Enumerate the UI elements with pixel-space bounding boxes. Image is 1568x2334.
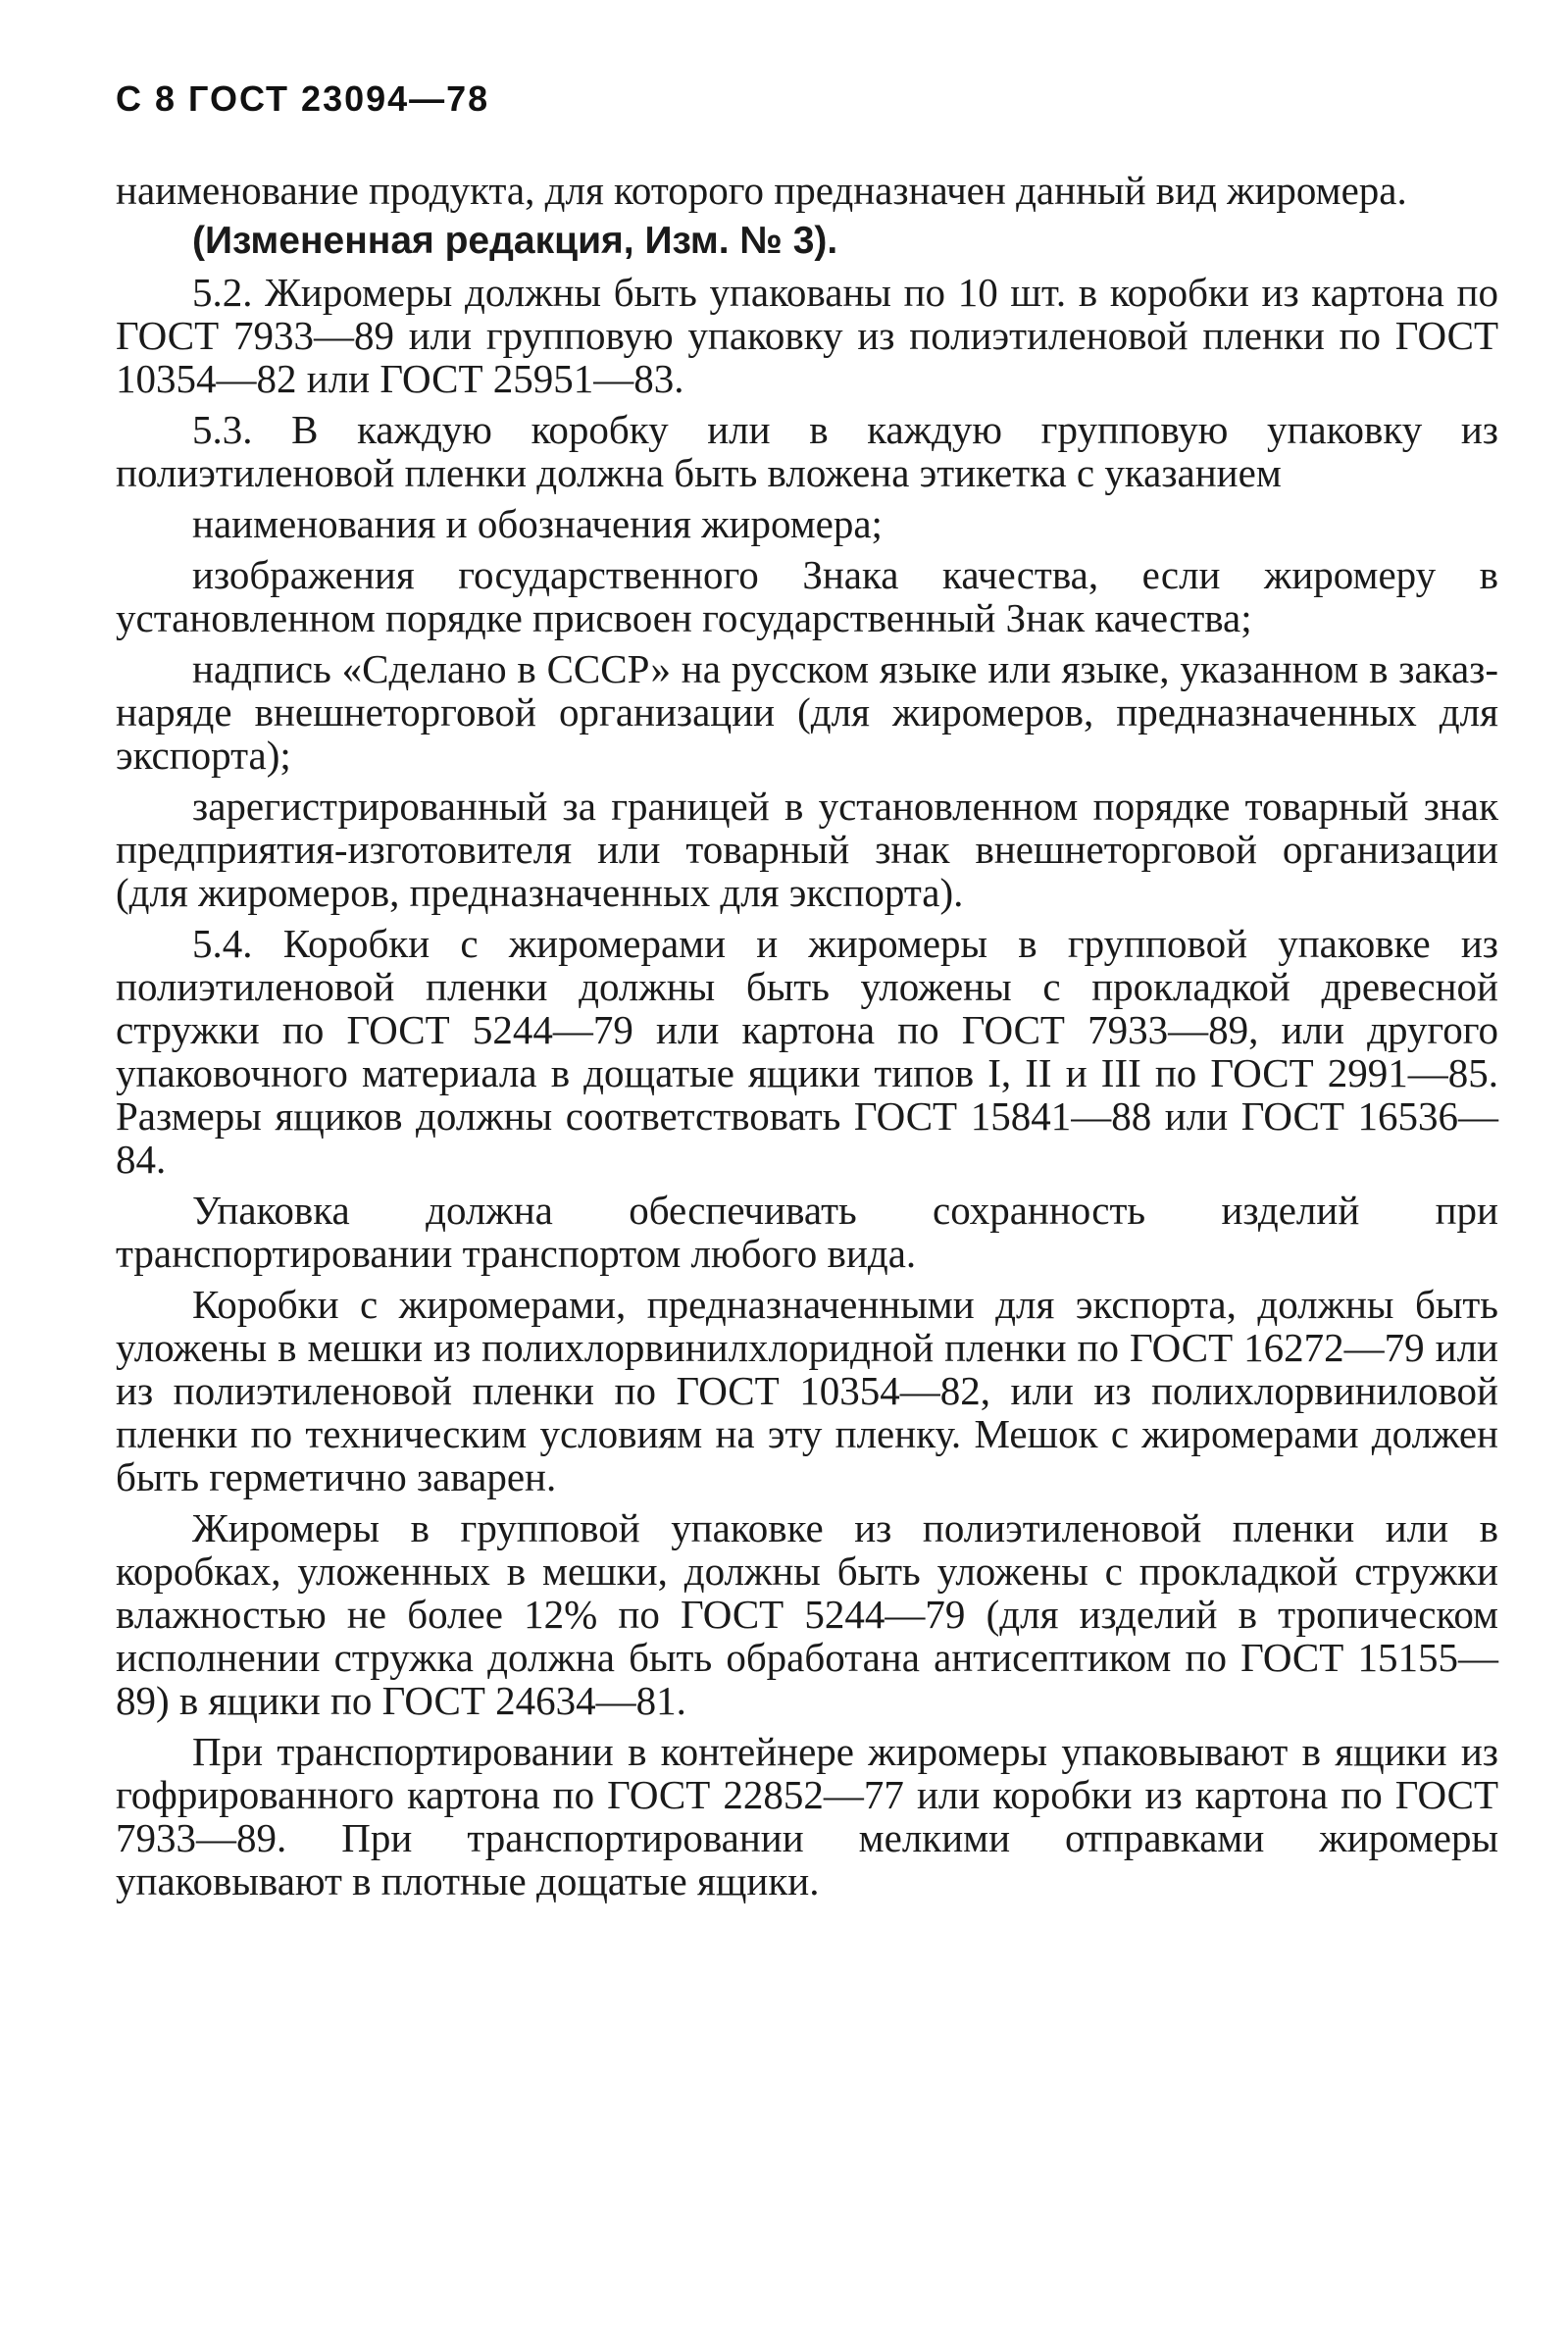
clause-5-4: 5.4. Коробки с жиромерами и жиромеры в групповой упаковке из полиэтиленовой пленки должны быть уложены с прокладкой древесной стружки по ГОСТ 5244—79 или картона по ГОСТ 7933—89, или другого упаковочного материала в дощатые ящики типов I, II и III по ГОСТ 2991—85. Размеры ящиков должны соответствовать ГОСТ 15841—88 или ГОСТ 16536—84. xyxy=(116,921,1498,1182)
paragraph-group-packaging: Жиромеры в групповой упаковке из полиэтиленовой пленки или в коробках, уложенных в мешки, должны быть уложены с прокладкой стружки влажностью не более 12% по ГОСТ 5244—79 (для изделий в тропическом исполнении стружка должна быть обработана антисептиком по ГОСТ 15155—89) в ящики по ГОСТ 24634—81. xyxy=(116,1505,1498,1723)
document-body xyxy=(116,169,1498,1910)
label-item-trademark: зарегистрированный за границей в установленном порядке товарный знак предприятия-изготовителя или товарный знак внешнеторговой организации (для жиромеров, предназначенных для экспорта). xyxy=(116,784,1498,915)
amendment-note: (Измененная редакция, Изм. № 3). xyxy=(192,220,838,262)
paragraph-product-name: наименование продукта, для которого предназначен данный вид жиромера. xyxy=(116,168,1407,213)
label-item-name: наименования и обозначения жиромера; xyxy=(192,501,883,546)
paragraph-container-transport: При транспортировании в контейнере жиромеры упаковывают в ящики из гофрированного картона по ГОСТ 22852—77 или коробки из картона по ГОСТ 7933—89. При транспортировании мелкими отправками жиромеры упаковывают в плотные дощатые ящики. xyxy=(116,1729,1498,1903)
label-item-made-in-ussr: надпись «Сделано в СССР» на русском языке или языке, указанном в заказ-наряде внешнеторговой организации (для жиромеров, предназначенных для экспорта); xyxy=(116,646,1498,778)
clause-5-2: 5.2. Жиромеры должны быть упакованы по 10 шт. в коробки из картона по ГОСТ 7933—89 или групповую упаковку из полиэтиленовой пленки по ГОСТ 10354—82 или ГОСТ 25951—83. xyxy=(116,270,1498,401)
clause-5-3: 5.3. В каждую коробку или в каждую групповую упаковку из полиэтиленовой пленки должна быть вложена этикетка с указанием xyxy=(116,407,1498,495)
label-item-quality-mark: изображения государственного Знака качества, если жиромеру в установленном порядке присвоен государственный Знак качества; xyxy=(116,552,1498,640)
paragraph-export-bags: Коробки с жиромерами, предназначенными для экспорта, должны быть уложены в мешки из полихлорвинилхлоридной пленки по ГОСТ 16272—79 или из полиэтиленовой пленки по ГОСТ 10354—82, или из полихлорвиниловой пленки по техническим условиям на эту пленку. Мешок с жиромерами должен быть герметично заварен. xyxy=(116,1282,1498,1499)
page-header: С 8 ГОСТ 23094—78 xyxy=(116,78,490,119)
paragraph-packaging-safety: Упаковка должна обеспечивать сохранность изделий при транспортировании транспортом любого вида. xyxy=(116,1188,1498,1276)
